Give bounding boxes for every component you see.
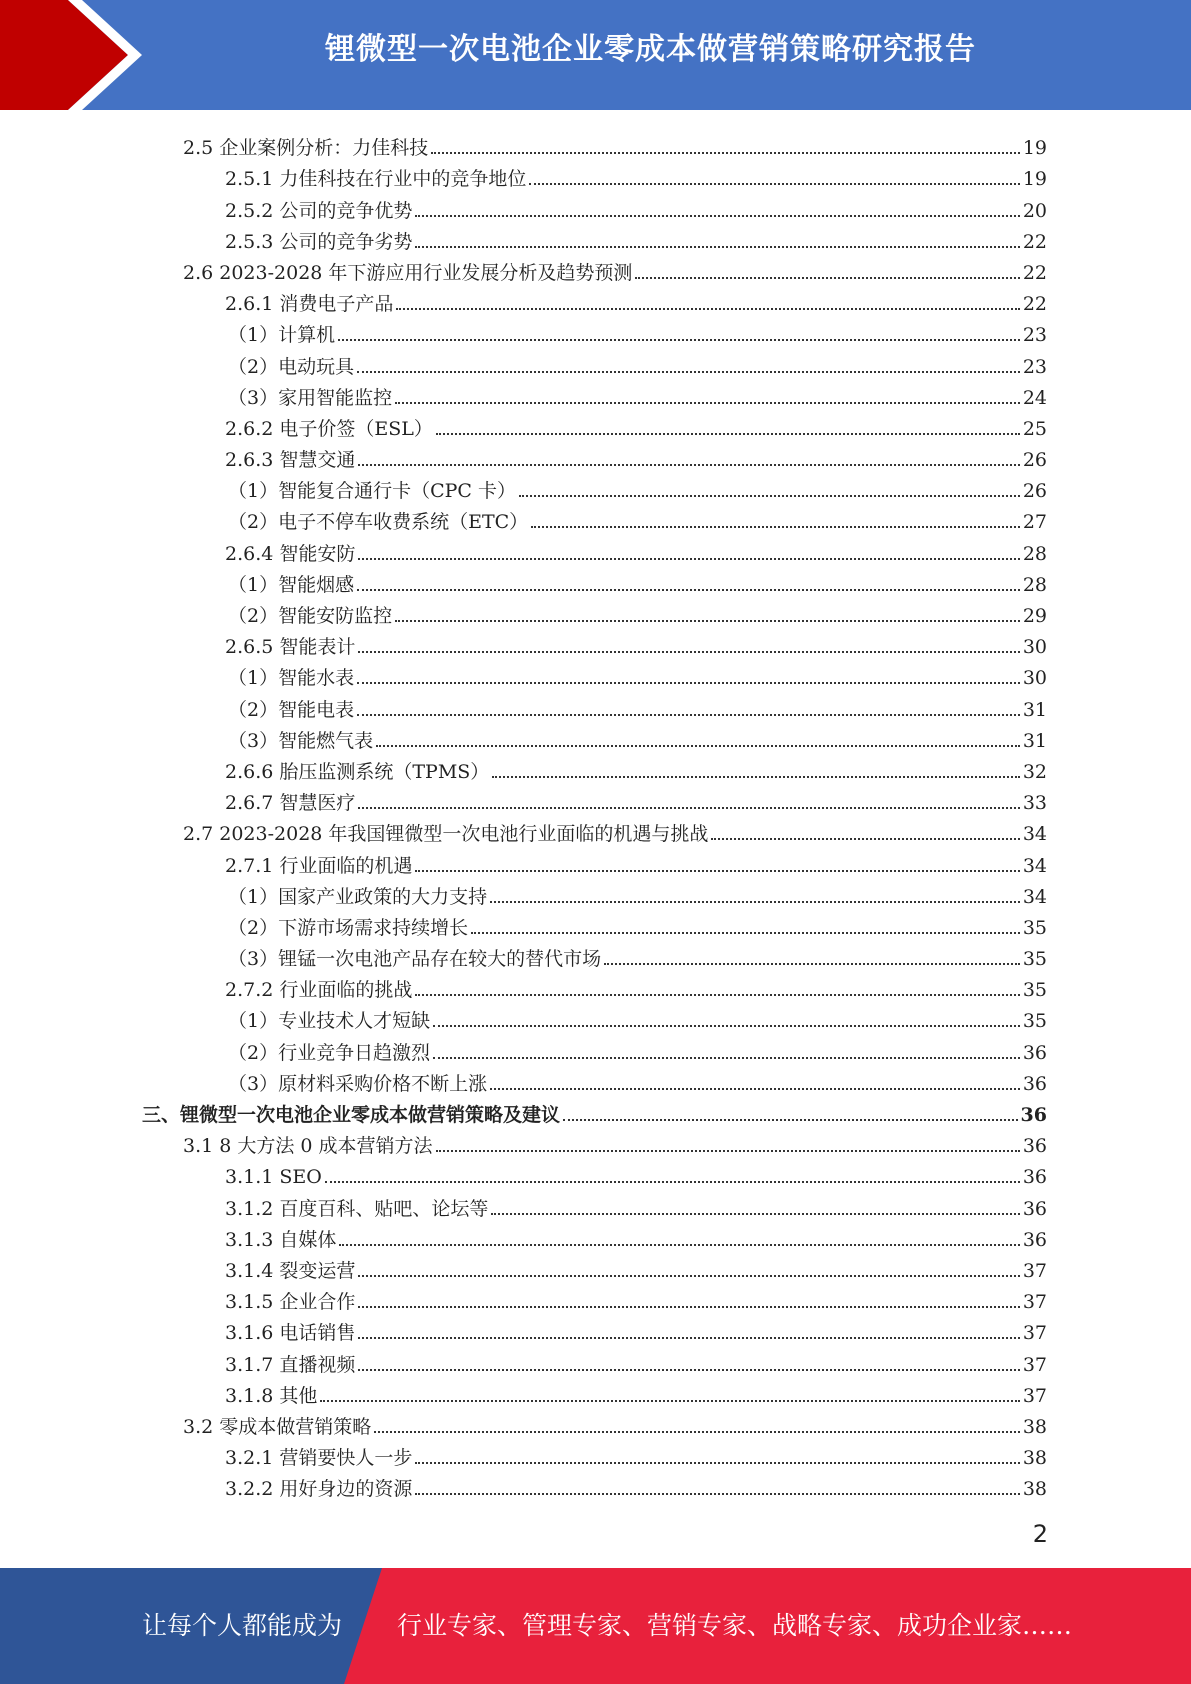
toc-entry-label: 2.7 2023-2028 年我国锂微型一次电池行业面临的机遇与挑战 [183,823,709,846]
toc-entry[interactable] [0,1064,1191,1095]
toc-leader-dots [320,1399,1019,1402]
toc-entry[interactable] [0,721,1191,752]
toc-leader-dots [529,182,1019,185]
toc-entry-label: （2）行业竞争日趋激烈 [228,1041,431,1064]
toc-entry[interactable] [0,658,1191,689]
footer-slogan-left: 让每个人都能成为 [142,1611,343,1640]
toc-entry-page: 36 [1022,1197,1047,1220]
toc-entry[interactable] [0,533,1191,564]
toc-entry-page: 28 [1022,573,1047,596]
toc-entry-label: 3.1.6 电话销售 [225,1322,356,1345]
toc-entry-page: 20 [1022,199,1047,222]
toc-entry[interactable] [0,159,1191,190]
toc-entry[interactable] [0,1282,1191,1313]
toc-entry-page: 22 [1022,230,1047,253]
toc-entry[interactable] [0,565,1191,596]
toc-entry-label: （3）原材料采购价格不断上涨 [228,1072,488,1095]
toc-leader-dots [358,557,1019,560]
toc-entry-page: 37 [1022,1291,1047,1314]
toc-entry[interactable] [0,346,1191,377]
toc-entry-page: 35 [1022,916,1047,939]
toc-entry-label: 2.6.4 智能安防 [225,542,356,565]
toc-entry-label: 三、锂微型一次电池企业零成本做营销策略及建议 [142,1104,561,1126]
toc-entry[interactable] [0,1095,1191,1126]
toc-entry[interactable] [0,783,1191,814]
toc-entry-label: （1）专业技术人才短缺 [228,1010,431,1033]
toc-entry-page: 36 [1020,1104,1047,1126]
toc-entry[interactable] [0,970,1191,1001]
toc-entry-label: 2.6 2023-2028 年下游应用行业发展分析及趋势预测 [183,261,633,284]
page-footer [0,1568,1191,1684]
toc-entry[interactable] [0,440,1191,471]
toc-entry-page: 22 [1022,293,1047,316]
toc-entry[interactable] [0,502,1191,533]
toc-leader-dots [436,1149,1020,1152]
toc-entry[interactable] [0,190,1191,221]
toc-leader-dots [358,1368,1019,1371]
toc-leader-dots [338,338,1020,341]
toc-entry[interactable] [0,1126,1191,1157]
toc-entry-page: 32 [1022,760,1047,783]
toc-entry[interactable] [0,1001,1191,1032]
toc-entry-page: 24 [1022,386,1047,409]
toc-leader-dots [415,214,1019,217]
toc-entry[interactable] [0,596,1191,627]
toc-entry-page: 33 [1022,792,1047,815]
toc-entry[interactable] [0,1344,1191,1375]
toc-leader-dots [415,1492,1019,1495]
toc-entry-label: 3.1.2 百度百科、贴吧、论坛等 [225,1197,489,1220]
toc-entry-page: 25 [1022,417,1047,440]
toc-entry-page: 30 [1022,636,1047,659]
footer-slogan-right: 行业专家、管理专家、营销专家、战略专家、成功企业家…… [397,1611,1073,1640]
toc-entry-page: 37 [1022,1353,1047,1376]
toc-entry-label: 2.6.7 智慧医疗 [225,792,356,815]
toc-leader-dots [358,1274,1019,1277]
toc-entry[interactable] [0,752,1191,783]
toc-entry-label: 3.1.7 直播视频 [225,1353,356,1376]
toc-entry-page: 38 [1022,1447,1047,1470]
toc-entry-page: 37 [1022,1322,1047,1345]
toc-entry[interactable] [0,939,1191,970]
toc-entry-label: 2.7.2 行业面临的挑战 [225,979,413,1002]
report-title: 锂微型一次电池企业零成本做营销策略研究报告 [325,32,976,67]
toc-entry-page: 26 [1022,449,1047,472]
toc-leader-dots [415,993,1019,996]
toc-entry[interactable] [0,284,1191,315]
toc-entry[interactable] [0,1438,1191,1469]
toc-leader-dots [433,1056,1020,1059]
toc-entry-page: 31 [1022,729,1047,752]
toc-entry[interactable] [0,814,1191,845]
toc-leader-dots [325,1180,1020,1183]
toc-entry-page: 36 [1022,1228,1047,1251]
toc-leader-dots [395,619,1020,622]
toc-entry[interactable] [0,1313,1191,1344]
toc-entry-label: 2.6.6 胎压监测系统（TPMS） [225,760,490,783]
toc-entry-label: （1）智能水表 [228,667,355,690]
toc-entry-label: 2.6.3 智慧交通 [225,449,356,472]
toc-entry-page: 37 [1022,1259,1047,1282]
toc-leader-dots [376,744,1020,747]
toc-entry-label: 3.1 8 大方法 0 成本营销方法 [183,1135,433,1158]
toc-leader-dots [431,151,1020,154]
toc-entry-page: 23 [1022,355,1047,378]
toc-leader-dots [357,588,1020,591]
toc-entry-page: 30 [1022,667,1047,690]
page-header [0,0,1191,110]
toc-entry[interactable] [0,627,1191,658]
toc-entry-page: 26 [1022,480,1047,503]
toc-entry-page: 36 [1022,1166,1047,1189]
toc-entry-page: 38 [1022,1415,1047,1438]
toc-entry-label: 3.2.2 用好身边的资源 [225,1478,413,1501]
toc-leader-dots [711,837,1019,840]
toc-leader-dots [436,432,1020,435]
toc-entry-page: 31 [1022,698,1047,721]
toc-leader-dots [357,713,1020,716]
toc-entry-label: （2）电子不停车收费系统（ETC） [228,511,529,534]
toc-entry-page: 34 [1022,885,1047,908]
toc-entry-page: 34 [1022,823,1047,846]
toc-entry[interactable] [0,222,1191,253]
table-of-contents [0,128,1191,1500]
toc-entry-page: 36 [1022,1041,1047,1064]
toc-entry-label: 2.5 企业案例分析：力佳科技 [183,137,429,160]
toc-entry[interactable] [0,378,1191,409]
toc-entry-page: 28 [1022,542,1047,565]
toc-entry-page: 38 [1022,1478,1047,1501]
page-number: 2 [1032,1520,1048,1548]
toc-leader-dots [563,1118,1018,1121]
toc-entry[interactable] [0,315,1191,346]
toc-entry-label: （2）智能电表 [228,698,355,721]
toc-entry-label: （3）智能燃气表 [228,729,374,752]
toc-entry[interactable] [0,845,1191,876]
toc-leader-dots [519,494,1020,497]
toc-entry[interactable] [0,471,1191,502]
toc-leader-dots [374,1430,1020,1433]
toc-entry-page: 35 [1022,1010,1047,1033]
toc-entry[interactable] [0,1188,1191,1219]
toc-leader-dots [415,245,1019,248]
toc-entry-label: 2.6.2 电子价签（ESL） [225,417,433,440]
toc-entry-label: （2）智能安防监控 [228,605,393,627]
toc-leader-dots [433,1024,1020,1027]
toc-entry-label: （1）计算机 [228,324,336,347]
toc-entry-page: 19 [1022,137,1047,160]
toc-entry[interactable] [0,1251,1191,1282]
toc-entry-label: 2.5.2 公司的竞争优势 [225,199,413,222]
toc-leader-dots [415,869,1019,872]
toc-entry-page: 27 [1022,511,1047,534]
toc-entry-page: 23 [1022,324,1047,347]
toc-entry-label: 3.1.3 自媒体 [225,1228,337,1251]
toc-leader-dots [358,1336,1019,1339]
toc-leader-dots [604,962,1020,965]
toc-entry-label: 3.2 零成本做营销策略 [183,1415,372,1438]
toc-entry-page: 34 [1022,854,1047,877]
toc-leader-dots [358,463,1019,466]
toc-entry-page: 22 [1022,261,1047,284]
toc-entry-label: 3.1.5 企业合作 [225,1291,356,1314]
toc-entry[interactable] [0,1032,1191,1063]
toc-leader-dots [471,931,1020,934]
header-red-chevron [0,0,150,110]
toc-entry-label: 2.7.1 行业面临的机遇 [225,854,413,877]
toc-entry[interactable] [0,409,1191,440]
toc-leader-dots [492,775,1020,778]
toc-leader-dots [415,1461,1019,1464]
toc-entry-label: 2.5.1 力佳科技在行业中的竞争地位 [225,168,527,191]
toc-leader-dots [339,1243,1019,1246]
toc-entry[interactable] [0,1157,1191,1188]
toc-leader-dots [491,1212,1019,1215]
toc-entry-label: 2.5.3 公司的竞争劣势 [225,230,413,253]
toc-entry-label: 3.1.8 其他 [225,1384,318,1407]
toc-leader-dots [635,276,1019,279]
toc-entry-label: 2.6.1 消费电子产品 [225,293,394,316]
toc-entry-label: 3.2.1 营销要快人一步 [225,1447,413,1470]
toc-entry[interactable] [0,1220,1191,1251]
toc-entry-label: （2）下游市场需求持续增长 [228,916,469,939]
toc-entry[interactable] [0,1376,1191,1407]
toc-entry[interactable] [0,128,1191,159]
toc-entry-page: 36 [1022,1135,1047,1158]
toc-entry-label: （1）智能烟感 [228,573,355,596]
toc-entry[interactable] [0,908,1191,939]
toc-leader-dots [396,307,1019,310]
toc-entry-page: 37 [1022,1384,1047,1407]
toc-entry-page: 35 [1022,948,1047,971]
toc-leader-dots [357,681,1020,684]
toc-leader-dots [490,1087,1020,1090]
toc-leader-dots [357,370,1020,373]
toc-leader-dots [358,806,1019,809]
toc-leader-dots [490,900,1020,903]
toc-entry-label: （3）锂锰一次电池产品存在较大的替代市场 [228,948,602,971]
toc-entry[interactable] [0,689,1191,720]
toc-entry[interactable] [0,253,1191,284]
toc-entry-page: 19 [1022,168,1047,191]
toc-entry-label: （3）家用智能监控 [228,386,393,409]
toc-entry-label: 3.1.4 裂变运营 [225,1259,356,1282]
toc-entry[interactable] [0,1407,1191,1438]
toc-entry-label: 2.6.5 智能表计 [225,636,356,659]
toc-entry-page: 35 [1022,979,1047,1002]
toc-entry[interactable] [0,1469,1191,1500]
toc-entry-page: 29 [1022,605,1047,627]
toc-leader-dots [395,401,1020,404]
toc-entry[interactable] [0,877,1191,908]
toc-entry-label: （1）智能复合通行卡（CPC 卡） [228,480,516,503]
toc-entry-page: 36 [1022,1072,1047,1095]
toc-entry-label: （2）电动玩具 [228,355,355,378]
toc-leader-dots [531,525,1020,528]
toc-leader-dots [358,650,1019,653]
toc-entry-label: （1）国家产业政策的大力支持 [228,885,488,908]
toc-entry-label: 3.1.1 SEO [225,1166,322,1189]
toc-leader-dots [358,1305,1019,1308]
